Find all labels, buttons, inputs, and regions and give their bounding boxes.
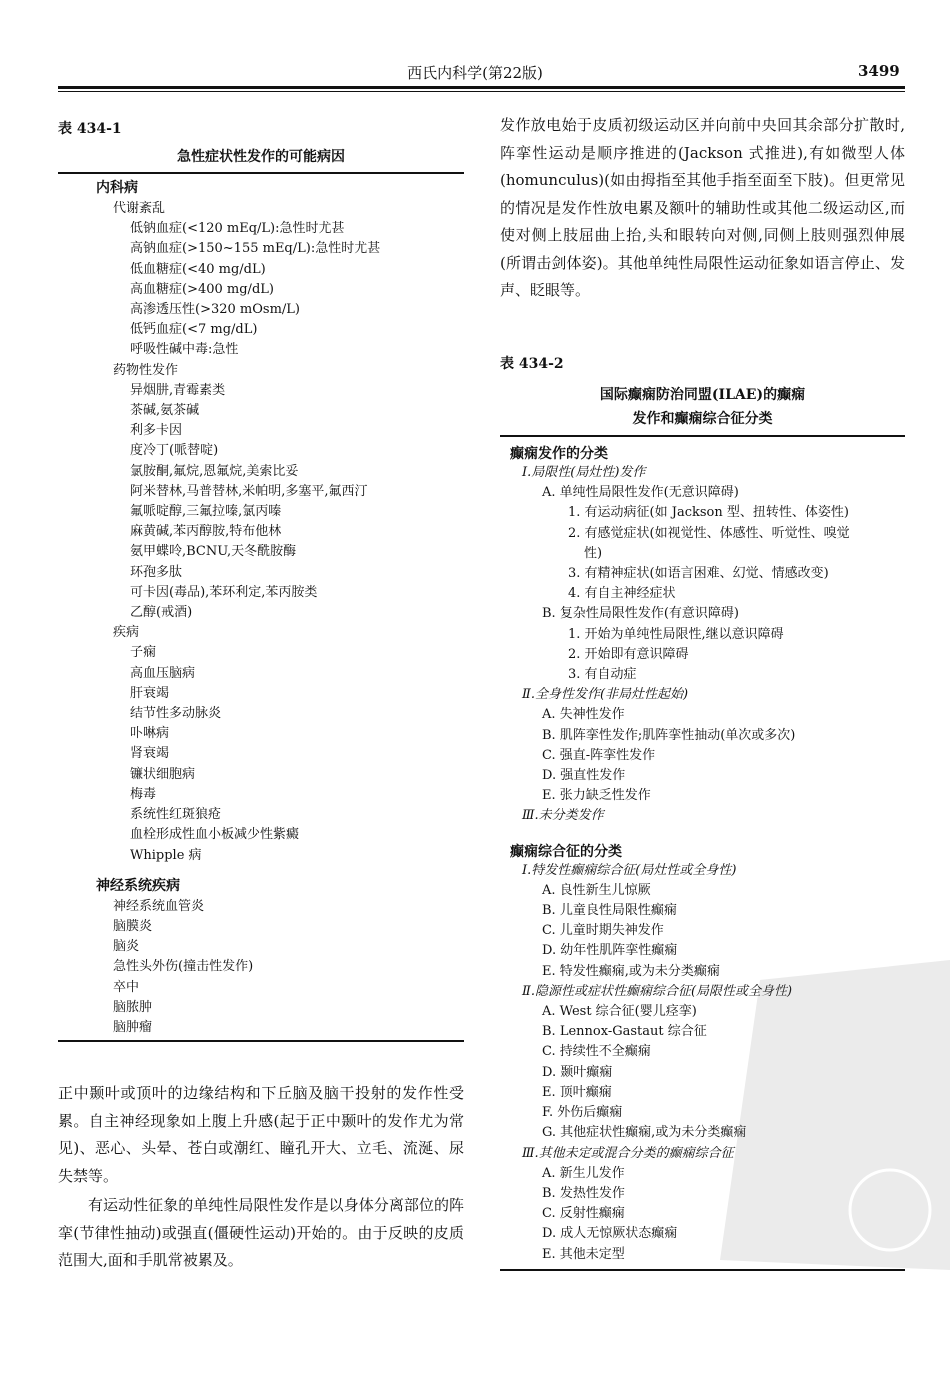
- watermark-stamp: [700, 960, 950, 1270]
- list-item: 结节性多动脉炎: [130, 706, 222, 722]
- list-item: 脑炎: [113, 939, 140, 955]
- table-caption-line-2: 发作和癫痫综合征分类: [632, 411, 773, 427]
- classification-item: E. 特发性癫痫,或为未分类癫痫: [542, 963, 720, 979]
- seizure-classification-list: [500, 463, 905, 827]
- classification-item: 3. 有自动症: [568, 667, 637, 683]
- list-item: 脑膜炎: [113, 918, 153, 934]
- classification-item: E. 张力缺乏性发作: [542, 788, 651, 804]
- classification-item: F. 外伤后癫痫: [542, 1105, 623, 1121]
- left-body-text: [58, 1080, 464, 1275]
- list-item: 度冷丁(哌替啶): [130, 443, 219, 459]
- list-item: 低钙血症(<7 mg/dL): [130, 322, 258, 338]
- classification-item: C. 儿童时期失神发作: [542, 923, 664, 939]
- classification-item: Ⅰ.特发性癫痫综合征(局灶性或全身性): [522, 862, 737, 878]
- header-rule: [58, 86, 905, 89]
- list-item: 血栓形成性血小板减少性紫癜: [130, 827, 300, 843]
- header-rule-thin: [58, 91, 905, 92]
- classification-item: C. 反射性癫痫: [542, 1206, 625, 1222]
- classification-item: G. 其他症状性癫痫,或为未分类癫痫: [542, 1125, 747, 1141]
- classification-item: D. 幼年性肌阵挛性癫痫: [542, 943, 678, 959]
- classification-item: Ⅲ.未分类发作: [522, 808, 604, 824]
- paragraph: 发作放电始于皮质初级运动区并向前中央回其余部分扩散时,阵挛性运动是顺序推进的(Jackson 式推进),有如微型人体(homunculus)(如由拇指至其他手指至面至下肢)。但更常见的情况是发作性放电累及额叶的辅助性或其他二级运动区,而使对侧上肢屈曲上抬,头和眼转向对侧,同侧上肢则强烈伸展(所谓击剑体姿)。其他单纯性局限性运动征象如语言停止、发声、眨眼等。: [500, 116, 905, 299]
- running-header-title: 西氏内科学(第22版): [407, 64, 543, 82]
- classification-item: 2. 有感觉症状(如视觉性、体感性、听觉性、嗅觉: [568, 525, 850, 541]
- classification-item: D. 颞叶癫痫: [542, 1064, 613, 1080]
- list-item: 异烟肼,青霉素类: [130, 382, 226, 398]
- list-item: 氟哌啶醇,三氟拉嗪,氯丙嗪: [130, 504, 282, 520]
- page-number: 3499: [858, 62, 900, 80]
- list-item: Whipple 病: [130, 847, 202, 863]
- list-item: 系统性红斑狼疮: [130, 807, 222, 823]
- list-item: 脑肿瘤: [113, 1019, 153, 1035]
- list-item: 急性头外伤(撞击性发作): [113, 959, 254, 975]
- section-heading: 内科病: [96, 180, 138, 196]
- classification-item: B. 肌阵挛性发作;肌阵挛性抽动(单次或多次): [542, 727, 796, 743]
- classification-item: A. 失神性发作: [542, 707, 625, 723]
- classification-item: C. 强直-阵挛性发作: [542, 747, 656, 763]
- classification-item: E. 其他未定型: [542, 1246, 625, 1262]
- table-label: 表 434-1: [58, 121, 122, 137]
- list-item: 低血糖症(<40 mg/dL): [130, 261, 266, 277]
- list-item: 镰状细胞病: [130, 766, 196, 782]
- list-item: 高钠血症(>150~155 mEq/L):急性时尤甚: [130, 241, 381, 257]
- classification-item: B. Lennox-Gastaut 综合征: [542, 1024, 707, 1040]
- classification-item: Ⅱ.全身性发作(非局灶性起始): [522, 687, 689, 703]
- table-top-rule: [58, 172, 464, 174]
- classification-item: D. 成人无惊厥状态癫痫: [542, 1226, 678, 1242]
- list-item: 肝衰竭: [130, 685, 170, 701]
- list-item: 呼吸性碱中毒:急性: [130, 342, 239, 358]
- table-bottom-rule: [58, 1040, 464, 1042]
- list-item: 子痫: [130, 645, 157, 661]
- classification-item: 3. 有精神症状(如语言困难、幻觉、情感改变): [568, 566, 829, 582]
- paragraph: 正中颞叶或顶叶的边缘结构和下丘脑及脑干投射的发作性受累。自主神经现象如上腹上升感(起于正中颞叶的发作尤为常见)、恶心、头晕、苍白或潮红、瞳孔开大、立毛、流涎、尿失禁等。: [58, 1084, 464, 1185]
- list-item: 高渗透压性(>320 mOsm/L): [130, 302, 300, 318]
- classification-item: D. 强直性发作: [542, 768, 626, 784]
- list-item: 阿米替林,马普替林,米帕明,多塞平,氟西汀: [130, 483, 368, 499]
- classification-item: Ⅱ.隐源性或症状性癫痫综合征(局限性或全身性): [522, 983, 793, 999]
- classification-item: A. 新生儿发作: [542, 1165, 625, 1181]
- right-body-text: [500, 112, 905, 305]
- classification-item: Ⅰ.局限性(局灶性)发作: [522, 465, 646, 480]
- classification-item: 性): [584, 545, 603, 561]
- classification-item: 4. 有自主神经症状: [568, 586, 676, 602]
- paragraph: 有运动性征象的单纯性局限性发作是以身体分离部位的阵挛(节律性抽动)或强直(僵硬性运动)开始的。由于反映的皮质范围大,面和手肌常被累及。: [58, 1196, 464, 1269]
- section-title: 癫痫发作的分类: [510, 446, 608, 462]
- list-item: 乙醇(戒酒): [130, 605, 193, 621]
- group-heading: 药物性发作: [113, 362, 179, 378]
- classification-item: B. 儿童良性局限性癫痫: [542, 903, 677, 919]
- list-item: 脑脓肿: [113, 999, 153, 1015]
- list-item: 高血糖症(>400 mg/dL): [130, 281, 274, 297]
- list-item: 高血压脑病: [130, 665, 196, 681]
- list-item: 神经系统血管炎: [113, 898, 205, 914]
- table-top-rule: [500, 435, 905, 437]
- list-item: 卒中: [113, 979, 140, 995]
- list-item: 梅毒: [130, 786, 157, 802]
- list-item: 氨甲蝶呤,BCNU,天冬酰胺酶: [130, 544, 297, 560]
- list-item: 卟啉病: [130, 726, 170, 742]
- classification-item: C. 持续性不全癫痫: [542, 1044, 651, 1060]
- classification-item: 1. 有运动病征(如 Jackson 型、扭转性、体姿性): [568, 505, 849, 521]
- section-heading: 神经系统疾病: [96, 877, 180, 894]
- list-item: 肾衰竭: [130, 746, 170, 762]
- classification-item: A. 良性新生儿惊厥: [542, 882, 651, 898]
- group-heading: 疾病: [113, 625, 140, 641]
- classification-item: 2. 开始即有意识障碍: [568, 646, 689, 662]
- table-label: 表 434-2: [500, 356, 564, 372]
- list-item: 麻黄碱,苯丙醇胺,特布他林: [130, 524, 282, 540]
- table-caption-line-1: 国际癫痫防治同盟(ILAE)的癫痫: [599, 387, 806, 403]
- classification-item: 1. 开始为单纯性局限性,继以意识障碍: [568, 626, 784, 642]
- classification-item: E. 顶叶癫痫: [542, 1084, 612, 1100]
- classification-item: A. 单纯性局限性发作(无意识障碍): [542, 485, 739, 501]
- list-item: 氯胺酮,氟烷,恩氟烷,美索比妥: [130, 463, 299, 479]
- table-body: [58, 178, 464, 1038]
- table-caption: 急性症状性发作的可能病因: [177, 149, 345, 165]
- list-item: 利多卡因: [130, 423, 183, 439]
- list-item: 低钠血症(<120 mEq/L):急性时尤甚: [130, 221, 345, 237]
- classification-item: Ⅲ.其他未定或混合分类的癫痫综合征: [522, 1145, 734, 1161]
- classification-item: A. West 综合征(婴儿痉挛): [542, 1004, 697, 1020]
- classification-item: B. 发热性发作: [542, 1185, 625, 1201]
- list-item: 茶碱,氨茶碱: [130, 403, 200, 419]
- group-heading: 代谢紊乱: [113, 201, 166, 216]
- classification-item: B. 复杂性局限性发作(有意识障碍): [542, 606, 739, 622]
- list-item: 环孢多肽: [130, 564, 183, 580]
- list-item: 可卡因(毒品),苯环利定,苯丙胺类: [130, 584, 318, 600]
- section-title: 癫痫综合征的分类: [510, 843, 622, 860]
- table-434-1: [58, 118, 464, 1042]
